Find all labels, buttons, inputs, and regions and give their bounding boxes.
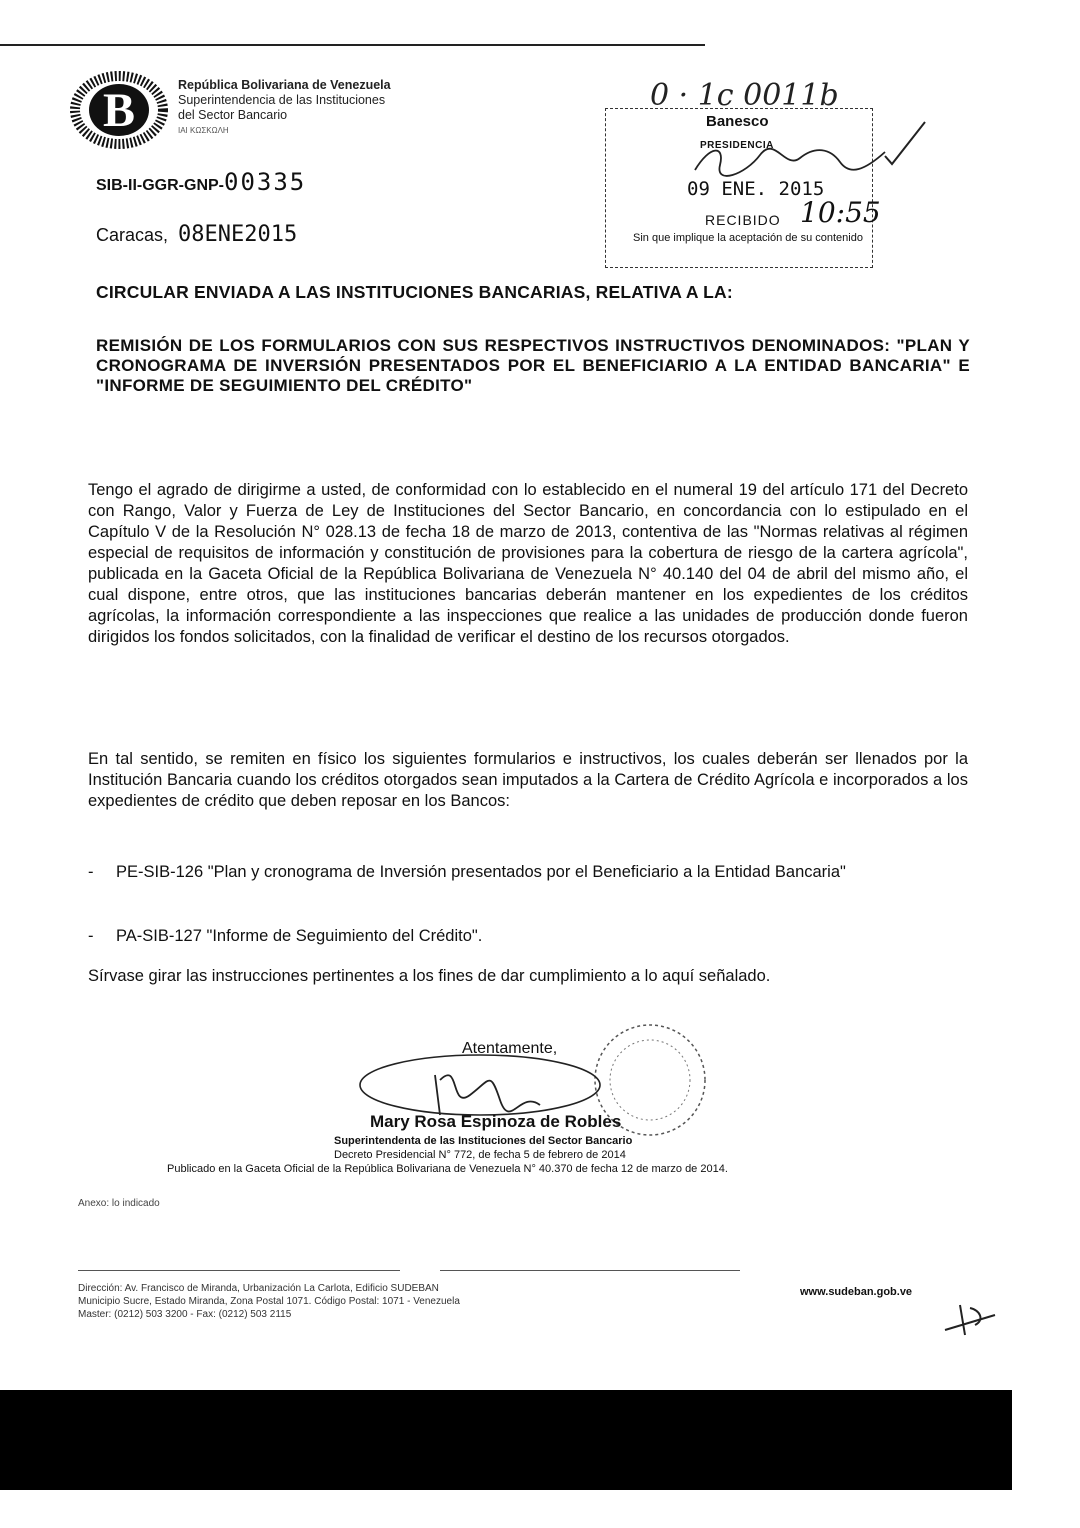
annex-note: Anexo: lo indicado — [78, 1198, 160, 1209]
body-paragraph-1: Tengo el agrado de dirigirme a usted, de conformidad con lo establecido en el numeral 19 del artículo 171 del Decreto con Rango, Valor y Fuerza de Ley de Instituciones del Sector Bancario, en concordancia con lo estipulado en el Capítulo V de la Resolución N° 028.13 de fecha 18 de marzo de 2013, contentiva de las "Normas relativas al régimen especial de requisitos de información y constitución de provisiones para la cobertura de riesgo de la cartera agrícola", publicada en la Gaceta Oficial de la República Bolivariana de Venezuela N° 40.140 del 04 de abril del mismo año, el cual dispone, entre otros, que las instituciones bancarias deberán mantener en los expedientes de los créditos agrícolas, la información correspondiente a las inspecciones que realice a las unidades de producción donde fueron dirigidos los fondos solicitados, con la finalidad de verificar el destino de los recursos otorgados. — [88, 481, 968, 646]
handwritten-date: 0 · 1c 0011b — [650, 78, 839, 113]
website-link[interactable]: www.sudeban.gob.ve — [800, 1286, 913, 1298]
signer-title-1: Superintendenta de las Instituciones del Sector Bancario — [334, 1135, 633, 1147]
institution-line2: Superintendencia de las Instituciones — [178, 93, 386, 107]
footer-rule-right — [440, 1270, 740, 1271]
stamp-note: Sin que implique la aceptación de su contenido — [633, 232, 863, 244]
stamp-date: 09 ENE. 2015 — [687, 178, 825, 200]
institution-block — [178, 78, 391, 138]
check-mark-icon — [880, 118, 930, 168]
top-rule — [0, 44, 705, 46]
stamp-bank: Banesco — [706, 113, 769, 130]
letter-date: 08ENE2015 — [178, 222, 298, 247]
scan-black-bar — [0, 1390, 1012, 1490]
circular-title: CIRCULAR ENVIADA A LAS INSTITUCIONES BANCARIAS, RELATIVA A LA: — [96, 282, 733, 302]
institution-line1: República Bolivariana de Venezuela — [178, 78, 391, 92]
list-dash: - — [88, 927, 94, 945]
address-line-1: Dirección: Av. Francisco de Miranda, Urbanización La Carlota, Edificio SUDEBAN — [78, 1283, 439, 1294]
body-paragraph-2: En tal sentido, se remiten en físico los siguientes formularios e instructivos, los cuales deberán ser llenados por la Institución Bancaria cuando los créditos otorgados sean imputados a la Cartera de Crédito Agrícola e incorporados a los expedientes de crédito que deben reposar en los Bancos: — [88, 750, 968, 810]
institution-line3: del Sector Bancario — [178, 108, 288, 122]
signer-name: Mary Rosa Espinoza de Robles — [370, 1112, 622, 1131]
institution-small: ΙΑΙ ΚΩΣΚΩΛΗ — [178, 126, 229, 135]
stamp-received: RECIBIDO — [705, 212, 781, 228]
logo-letter: B — [102, 84, 136, 137]
stamp-department: PRESIDENCIA — [700, 140, 774, 151]
place-date — [96, 222, 297, 247]
reference-code — [96, 168, 306, 196]
list-item — [88, 862, 968, 883]
body-paragraph-3: Sírvase girar las instrucciones pertinentes a los fines de dar cumplimiento a lo aquí señalado. — [88, 967, 771, 985]
subject: REMISIÓN DE LOS FORMULARIOS CON SUS RESPECTIVOS INSTRUCTIVOS DENOMINADOS: "PLAN Y CRONOGRAMA DE INVERSIÓN PRESENTADOS POR EL BENEFICIARIO A LA ENTIDAD BANCARIA" E "INFORME DE SEGUIMIENTO DEL CRÉDITO" — [96, 336, 970, 395]
reference-prefix: SIB-II-GGR-GNP- — [96, 177, 224, 194]
list-item — [88, 926, 968, 947]
stamp-signature-icon — [690, 140, 890, 180]
signer-title-2: Decreto Presidencial N° 772, de fecha 5 de febrero de 2014 — [334, 1149, 626, 1161]
reference-number: 00335 — [224, 168, 307, 196]
initials-mark-icon — [940, 1300, 1000, 1340]
list-item-text: PE-SIB-126 "Plan y cronograma de Inversión presentados por el Beneficiario a la Entidad Bancaria" — [116, 863, 846, 881]
sudeban-logo-icon — [70, 70, 168, 150]
footer-rule-left — [78, 1270, 400, 1271]
address-line-2: Municipio Sucre, Estado Miranda, Zona Postal 1071. Código Postal: 1071 - Venezuela — [78, 1296, 460, 1307]
list-dash: - — [88, 863, 94, 881]
address-line-3: Master: (0212) 503 3200 - Fax: (0212) 503 2115 — [78, 1309, 292, 1320]
signer-title-3: Publicado en la Gaceta Oficial de la República Bolivariana de Venezuela N° 40.370 de fecha 12 de marzo de 2014. — [167, 1163, 728, 1175]
stamp-time: 10:55 — [800, 196, 881, 229]
city: Caracas, — [96, 225, 169, 245]
closing: Atentamente, — [462, 1040, 558, 1057]
list-item-text: PA-SIB-127 "Informe de Seguimiento del Crédito". — [116, 927, 483, 945]
footer-address — [78, 1282, 678, 1321]
